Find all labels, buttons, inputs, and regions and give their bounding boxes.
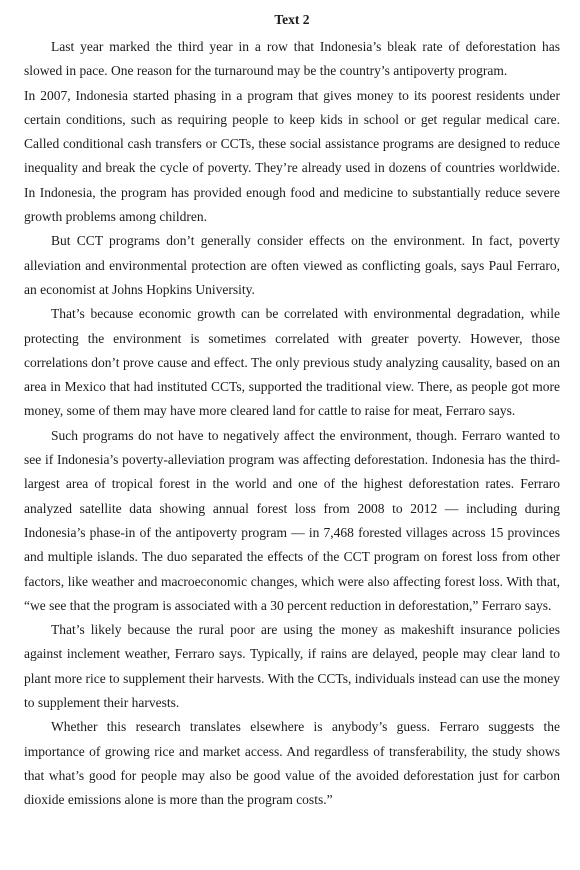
paragraph-4: That’s because economic growth can be correlated with environmental degradation, while protecting the environment is sometimes correlated with greater poverty. However, those correlations don’t prove cause and effect. The only previous study analyzing causality, based on an area in Mexico that had instituted CCTs, supported the traditional view. There, as people got more money, some of them may have more cleared land for cattle to raise for meat, Ferraro says. [24,306,560,419]
paragraph-6: That’s likely because the rural poor are using the money as makeshift insurance policies against inclement weather, Ferraro says. Typically, if rains are delayed, people may clear land to plant more rice to supplement their harvests. With the CCTs, individuals instead can use the money to supplement their harvests. [24,622,560,711]
paragraph-7: Whether this research translates elsewhere is anybody’s guess. Ferraro suggests the importance of growing rice and market access. And regardless of transferability, the study shows that what’s good for people may also be good value of the avoided deforestation just for carbon dioxide emissions alone is more than the program costs.” [24,719,560,808]
paragraph-1: Last year marked the third year in a row that Indonesia’s bleak rate of deforestation has slowed in pace. One reason for the turnaround may be the country’s antipoverty program. [24,39,560,79]
paragraph-3: But CCT programs don’t generally consider effects on the environment. In fact, poverty alleviation and environmental protection are often viewed as conflicting goals, says Paul Ferraro, an economist at Johns Hopkins University. [24,233,560,297]
paragraph-5: Such programs do not have to negatively affect the environment, though. Ferraro wanted to see if Indonesia’s poverty-alleviation program was affecting deforestation. Indonesia has the third-largest area of tropical forest in the world and one of the highest deforestation rates. Ferraro analyzed satellite data showing annual forest loss from 2008 to 2012 — including during Indonesia’s phase-in of the antipoverty program — in 7,468 forested villages across 15 provinces and multiple islands. The duo separated the effects of the CCT program on forest loss from other factors, like weather and macroeconomic changes, which were also affecting forest loss. With that, “we see that the program is associated with a 30 percent reduction in deforestation,” Ferraro says. [24,427,560,613]
paragraph-2: In 2007, Indonesia started phasing in a program that gives money to its poorest residents under certain conditions, such as requiring people to keep kids in school or get regular medical care. Called conditional cash transfers or CCTs, these social assistance programs are designed to reduce inequality and break the cycle of poverty. They’re already used in dozens of countries worldwide. In Indonesia, the program has provided enough food and medicine to substantially reduce severe growth problems among children. [24,87,560,225]
document-title: Text 2 [274,12,310,27]
